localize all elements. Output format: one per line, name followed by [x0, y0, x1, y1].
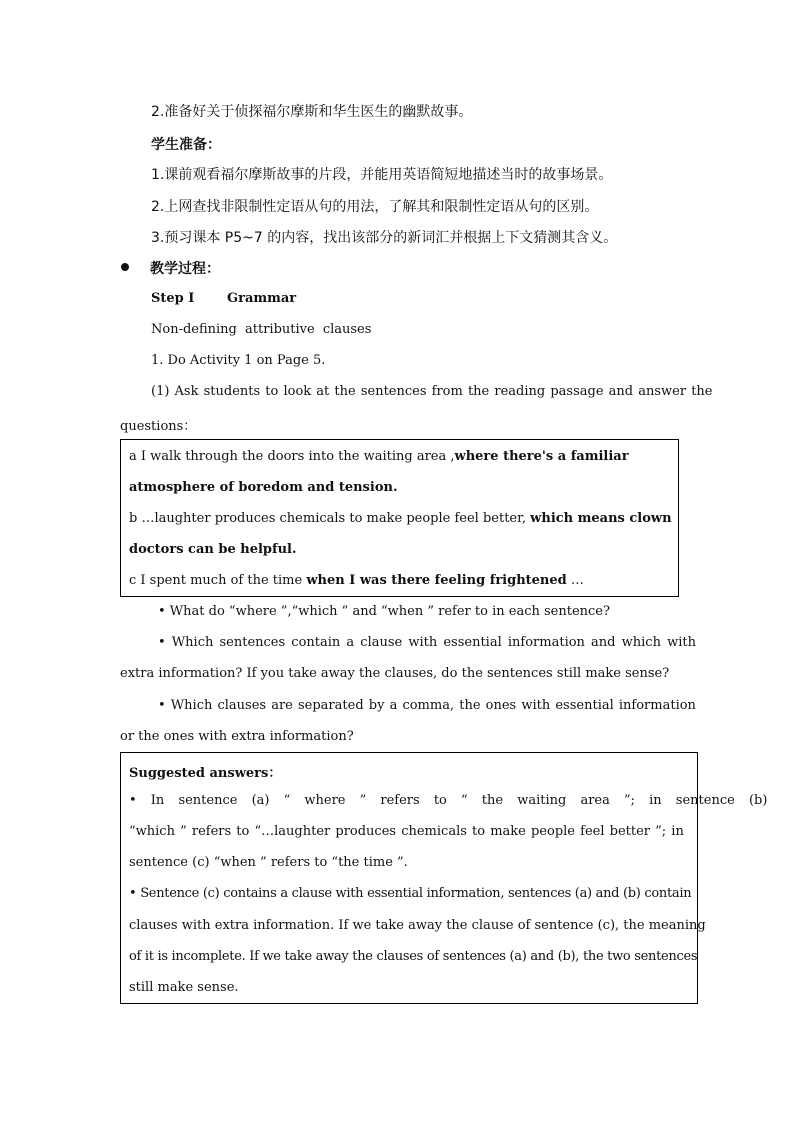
question-intro-line-1: (1) Ask students to look at the sentences from the reading passage and answer the: [151, 384, 713, 399]
question-3-line-1: • Which clauses are separated by a comma, the ones with essential information: [158, 698, 696, 713]
answer-line-1: • In sentence (a) “ where ” refers to “ the waiting area ”; in sentence (b): [129, 793, 768, 808]
sentence-b-clause: which means clown: [530, 511, 672, 526]
sentence-c-ellipsis: …: [570, 573, 584, 588]
step-label: Step Ⅰ: [151, 291, 195, 306]
answer-line-2: “which ” refers to “…laughter produces chemicals to make people feel better ”; in: [129, 824, 684, 839]
question-3-line-2: or the ones with extra information?: [120, 729, 354, 744]
prep-item-2: 2.准备好关于侦探福尔摩斯和华生医生的幽默故事。: [151, 104, 473, 120]
sentence-c-plain: c I spent much of the time: [129, 573, 303, 588]
sentence-a-line-1: [129, 449, 629, 464]
answers-box: [120, 752, 768, 1004]
bullet-dot-icon: [121, 263, 129, 271]
step-title: Grammar: [227, 291, 297, 306]
student-prep-item-2: 2.上网查找非限制性定语从句的用法，了解其和限制性定语从句的区别。: [151, 199, 599, 215]
sentence-a-line-2: atmosphere of boredom and tension.: [129, 480, 398, 495]
sentence-c-clause: when I was there feeling frightened: [306, 573, 567, 588]
sentences-box: [120, 439, 679, 597]
activity-instruction: 1. Do Activity 1 on Page 5.: [151, 353, 326, 368]
question-2-line-2: extra information? If you take away the clauses, do the sentences still make sense?: [120, 666, 670, 681]
step-subtitle: Non-defining attributive clauses: [151, 322, 372, 337]
question-1: • What do “where ”,“which ” and “when ” refer to in each sentence?: [158, 604, 610, 619]
student-prep-item-1: 1.课前观看福尔摩斯故事的片段，并能用英语简短地描述当时的故事场景。: [151, 167, 613, 183]
sentence-b-line-2: doctors can be helpful.: [129, 542, 297, 557]
sentence-b-plain: b …laughter produces chemicals to make people feel better,: [129, 511, 527, 526]
answers-heading: Suggested answers：: [129, 766, 282, 781]
question-2-line-1: • Which sentences contain a clause with essential information and which with: [158, 635, 696, 650]
answer-line-4: • Sentence (c) contains a clause with essential information, sentences (a) and (b) contain: [129, 886, 692, 901]
answer-line-6: of it is incomplete. If we take away the clauses of sentences (a) and (b), the two sentences: [129, 949, 698, 964]
process-heading: 教学过程：: [150, 261, 220, 277]
answer-line-5: clauses with extra information. If we take away the clause of sentence (c), the meaning: [129, 918, 706, 933]
student-prep-heading: 学生准备：: [151, 137, 221, 153]
sentence-a-clause: where there's a familiar: [454, 449, 629, 464]
sentence-a-plain: a I walk through the doors into the waiting area ,: [129, 449, 455, 464]
sentence-c-line: [129, 573, 584, 588]
student-prep-item-3: 3.预习课本 P5~7 的内容，找出该部分的新词汇并根据上下文猜测其含义。: [151, 230, 618, 246]
answer-line-7: still make sense.: [129, 980, 239, 995]
answer-line-3: sentence (c) “when ” refers to “the time ”.: [129, 855, 408, 870]
question-intro-line-2: questions：: [120, 419, 197, 434]
sentence-b-line-1: [129, 511, 672, 526]
